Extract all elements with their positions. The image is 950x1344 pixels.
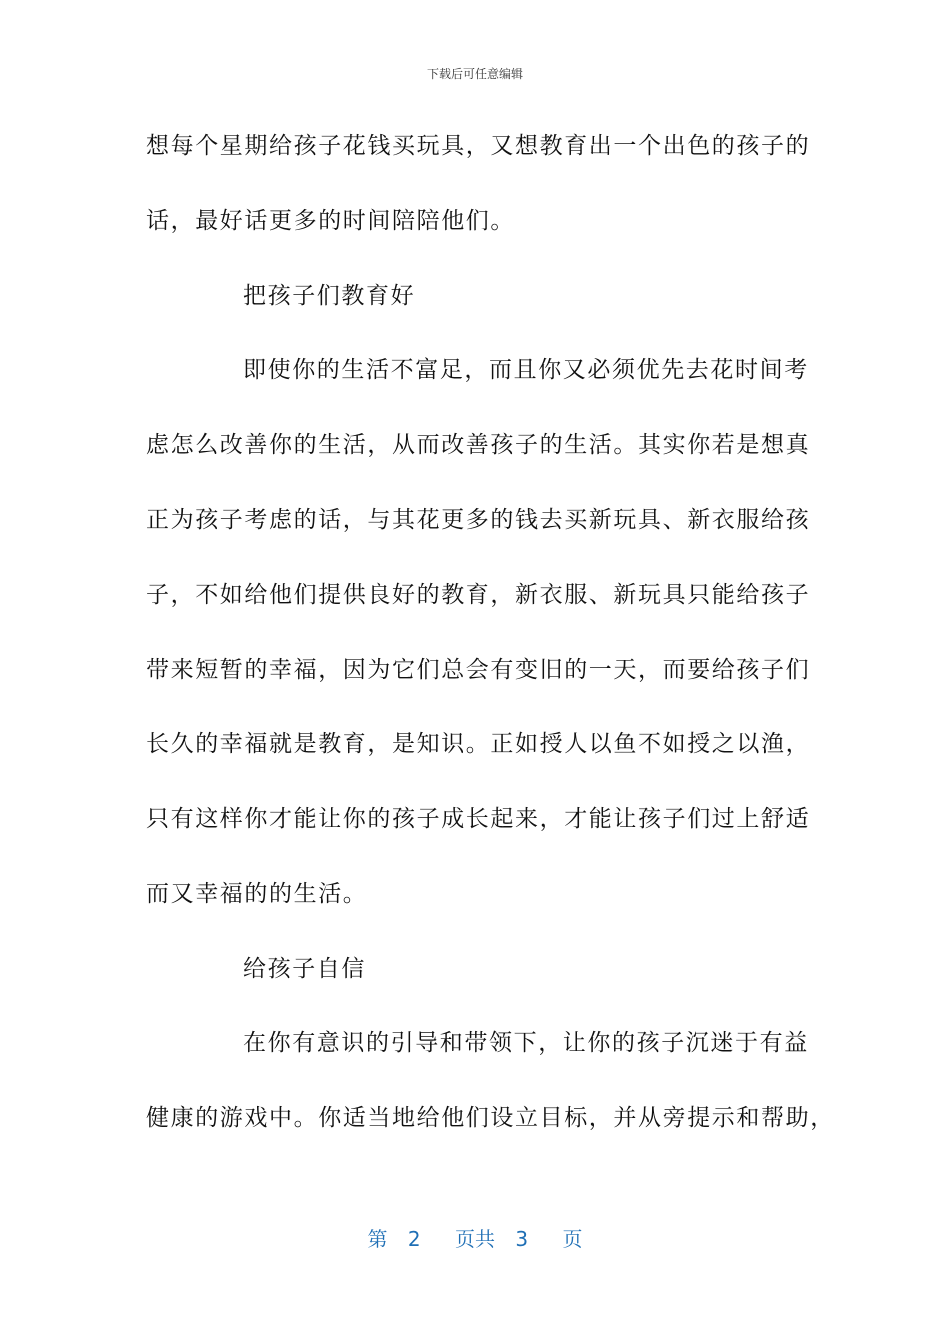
body-line-11: 而又幸福的的生活。 <box>146 881 368 907</box>
page-label-prefix: 第 <box>367 1227 388 1251</box>
body-line-7: 子，不如给他们提供良好的教育，新衣服、新玩具只能给孩子 <box>146 582 811 608</box>
current-page-number: 2 <box>407 1227 421 1251</box>
body-line-13: 在你有意识的引导和带领下，让你的孩子沉迷于有益 <box>243 1030 809 1056</box>
body-line-1: 想每个星期给孩子花钱买玩具，又想教育出一个出色的孩子的 <box>146 133 811 159</box>
body-line-9: 长久的幸福就是教育，是知识。正如授人以鱼不如授之以渔， <box>146 731 811 757</box>
page-label-suffix: 页 <box>562 1227 583 1251</box>
body-line-6: 正为孩子考虑的话，与其花更多的钱去买新玩具、新衣服给孩 <box>146 507 811 533</box>
body-line-8: 带来短暂的幸福，因为它们总会有变旧的一天，而要给孩子们 <box>146 657 811 683</box>
body-line-2: 话，最好话更多的时间陪陪他们。 <box>146 208 515 234</box>
page-header: 下载后可任意编辑 <box>426 67 523 81</box>
body-line-4: 即使你的生活不富足，而且你又必须优先去花时间考 <box>243 357 809 383</box>
body-line-10: 只有这样你才能让你的孩子成长起来，才能让孩子们过上舒适 <box>146 806 811 832</box>
body-line-14: 健康的游戏中。你适当地给他们设立目标，并从旁提示和帮助， <box>146 1105 835 1131</box>
section-heading-confidence: 给孩子自信 <box>243 956 366 982</box>
page-footer <box>0 1226 950 1252</box>
total-pages-number: 3 <box>515 1227 529 1251</box>
section-heading-educate: 把孩子们教育好 <box>243 283 416 309</box>
page-label-mid: 页共 <box>455 1227 495 1251</box>
body-line-5: 虑怎么改善你的生活，从而改善孩子的生活。其实你若是想真 <box>146 432 811 458</box>
